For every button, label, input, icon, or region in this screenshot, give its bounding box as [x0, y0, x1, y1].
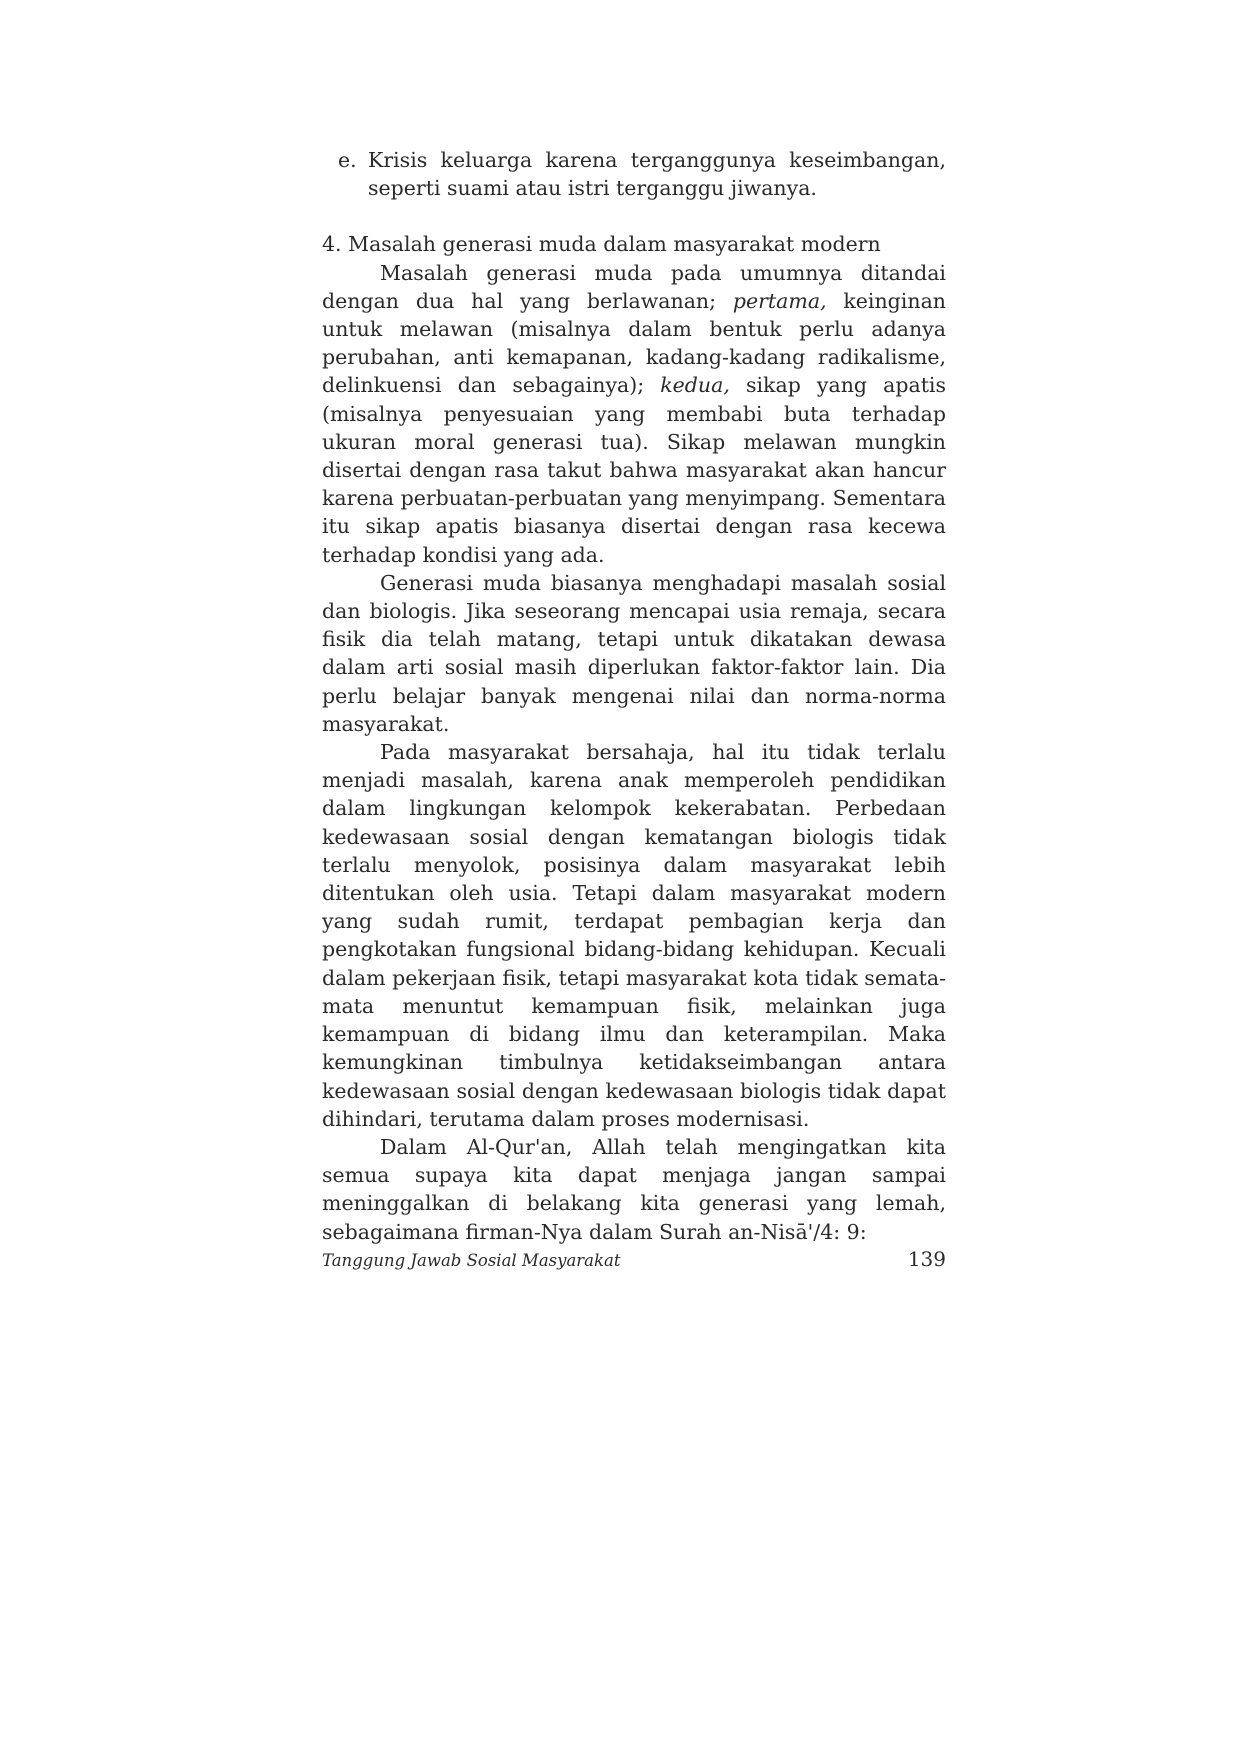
paragraph-1-part-3: sikap yang apatis (misalnya penyesuaian yang membabi buta terhadap ukuran moral generasi tua). Sikap melawan mungkin disertai dengan rasa takut bahwa masyarakat akan hancur karena perbuatan-perbuatan yang menyimpang. Sementara itu sikap apatis biasanya disertai dengan rasa kecewa terhadap kondisi yang ada.	[322, 373, 947, 567]
paragraph-4: Dalam Al-Qur'an, Allah telah mengingatkan kita semua supaya kita dapat menjaga jangan sampai meninggalkan di belakang kita generasi yang lemah, sebagaimana firman-Nya dalam Surah an-Nisā'/4: 9:	[322, 1134, 946, 1244]
paragraph-1-part-1: Masalah generasi muda pada umumnya ditandai dengan dua hal yang berlawanan;	[322, 260, 946, 313]
list-item-text: Krisis keluarga karena terganggunya keseimbangan, seperti suami atau istri terganggu jiwanya.	[368, 148, 946, 201]
emphasis-pertama: pertama,	[732, 288, 827, 313]
emphasis-kedua: kedua,	[660, 373, 730, 398]
running-footer-title: Tanggung Jawab Sosial Masyarakat	[322, 1251, 621, 1270]
paragraph-3: Pada masyarakat bersahaja, hal itu tidak terlalu menjadi masalah, karena anak memperoleh pendidikan dalam lingkungan kelompok kekerabatan. Perbedaan kedewasaan sosial dengan kematangan biologis tidak terlalu menyolok, posisinya dalam masyarakat lebih ditentukan oleh usia. Tetapi dalam masyarakat modern yang sudah rumit, terdapat pembagian kerja dan pengkotakan fungsional bidang-bidang kehidupan. Kecuali dalam pekerjaan fisik, tetapi masyarakat kota tidak semata-mata menuntut kemampuan fisik, melainkan juga kemampuan di bidang ilmu dan keterampilan. Maka kemungkinan timbulnya ketidakseimbangan antara kedewasaan sosial dengan kedewasaan biologis tidak dapat dihindari, terutama dalam proses modernisasi.	[322, 740, 946, 1131]
list-marker: e.	[338, 148, 357, 172]
paragraph-1-part-2: keinginan untuk melawan (misalnya dalam bentuk perlu adanya perubahan, anti kemapanan, kadang-kadang radikalisme, delinkuensi dan sebagainya);	[322, 288, 946, 398]
list-item	[322, 146, 946, 202]
paragraph-2: Generasi muda biasanya menghadapi masalah sosial dan biologis. Jika seseorang mencapai usia remaja, secara fisik dia telah matang, tetapi untuk dikatakan dewasa dalam arti sosial masih diperlukan faktor-faktor lain. Dia perlu belajar banyak mengenai nilai dan norma-norma masyarakat.	[322, 570, 946, 736]
page-footer	[322, 1247, 946, 1271]
paragraph-1	[322, 259, 946, 569]
section-heading: 4. Masalah generasi muda dalam masyarakat modern	[322, 232, 881, 257]
page-number: 139	[907, 1247, 946, 1271]
page-body	[322, 146, 946, 1246]
